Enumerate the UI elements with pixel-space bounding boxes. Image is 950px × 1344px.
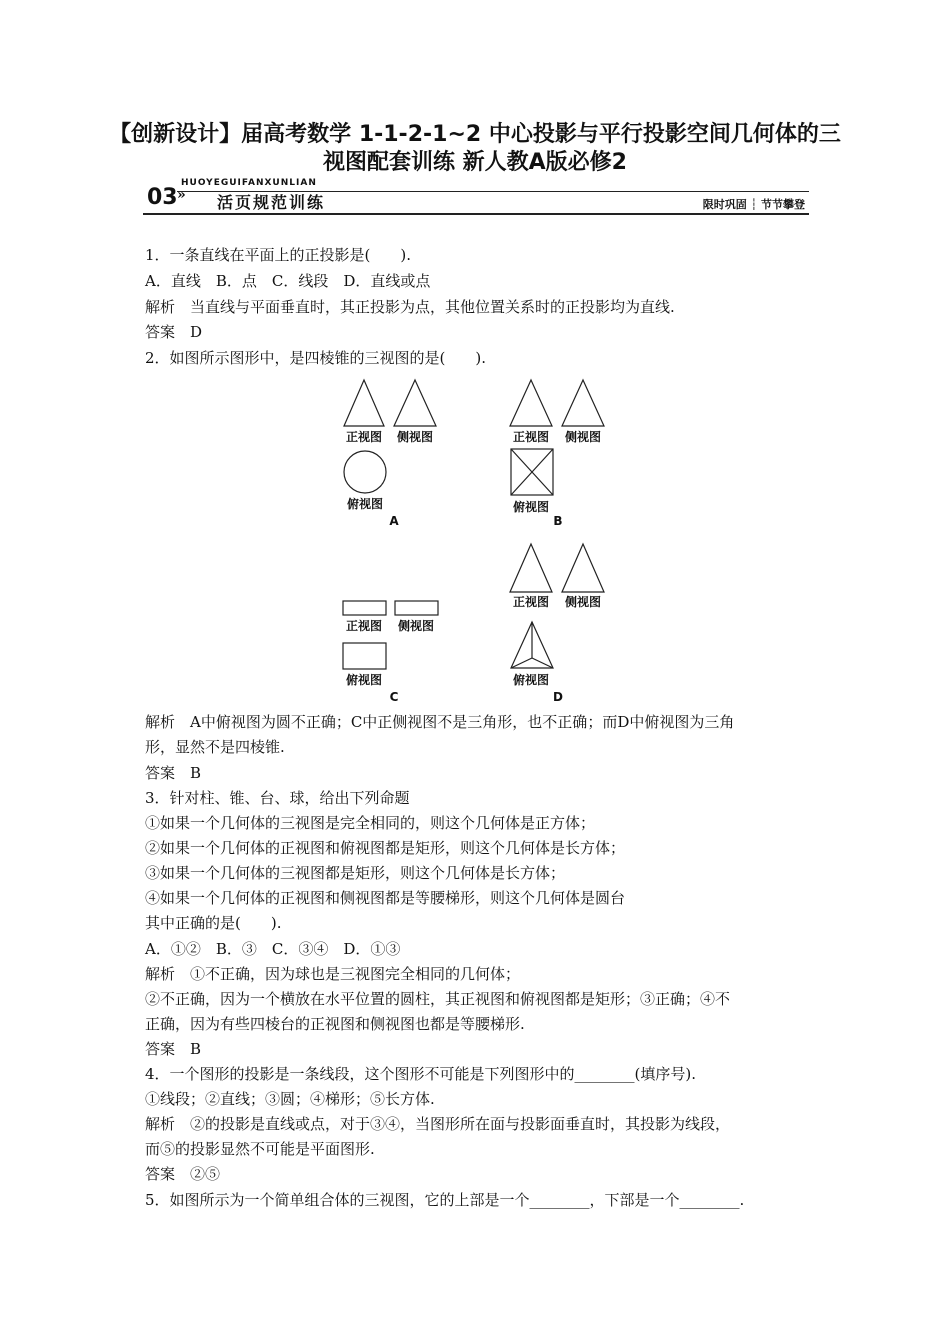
figure-a-front-label: 正视图 (345, 430, 383, 444)
question-1-answer: 答案 D (145, 323, 203, 341)
question-4-items: ①线段；②直线；③圆；④梯形；⑤长方体. (145, 1090, 435, 1108)
figure-c-side-label: 侧视图 (397, 619, 435, 633)
figure-a-side-label: 侧视图 (396, 430, 434, 444)
question-2-analysis: 解析 A中俯视图为圆不正确；C中正侧视图不是三角形，也不正确；而D中俯视图为三角 (145, 713, 735, 731)
question-3-item-3: ③如果一个几何体的三视图都是矩形，则这个几何体是长方体； (145, 864, 566, 882)
figure-d-top-label: 俯视图 (512, 673, 550, 687)
figure-b-option: B (553, 514, 563, 528)
figure-b-top-label: 俯视图 (512, 500, 550, 514)
question-5: 5．如图所示为一个简单组合体的三视图，它的上部是一个________，下部是一个________. (145, 1191, 745, 1209)
banner-name: 活页规范训练 (217, 193, 326, 212)
figure-a-front-triangle (344, 380, 384, 426)
figure-d-front-label: 正视图 (512, 595, 550, 609)
section-banner (143, 178, 809, 216)
question-1-options: A．直线 B．点 C．线段 D．直线或点 (145, 272, 431, 290)
figure-d-side-triangle (562, 544, 604, 592)
figure-c-front-rect (343, 601, 386, 615)
question-1-analysis: 解析 当直线与平面垂直时，其正投影为点，其他位置关系时的正投影均为直线. (145, 298, 675, 316)
figure-c-front-label: 正视图 (345, 619, 383, 633)
question-4: 4．一个图形的投影是一条线段，这个图形不可能是下列图形中的________(填序号). (145, 1065, 697, 1083)
question-1: 1．一条直线在平面上的正投影是( ). (145, 246, 412, 264)
question-2-answer: 答案 B (145, 764, 202, 782)
figure-d-option: D (553, 690, 563, 704)
figure-a-option: A (389, 514, 399, 528)
banner-pinyin: HUOYEGUIFANXUNLIAN (181, 178, 317, 188)
banner-right-text: 限时巩固 ┆ 节节攀登 (702, 198, 805, 211)
figure-a-side-triangle (394, 380, 436, 426)
figure-b-side-triangle (562, 380, 604, 426)
banner-number: 03 (147, 185, 178, 210)
question-2: 2．如图所示图形中，是四棱锥的三视图的是( ). (145, 349, 487, 367)
question-3-item-4: ④如果一个几何体的正视图和侧视图都是等腰梯形，则这个几何体是圆台 (145, 889, 626, 907)
figure-c-option: C (389, 690, 399, 704)
question-3-prompt: 其中正确的是( ). (145, 914, 282, 932)
three-view-figure (330, 372, 630, 707)
question-4-analysis-cont: 而⑤的投影显然不可能是平面图形. (145, 1140, 375, 1158)
banner-underline (143, 213, 809, 215)
question-3-answer: 答案 B (145, 1040, 202, 1058)
question-4-analysis: 解析 ②的投影是直线或点，对于③④，当图形所在面与投影面垂直时，其投影为线段， (145, 1115, 731, 1133)
figure-b-side-label: 侧视图 (564, 430, 602, 444)
question-3-analysis-cont: ②不正确，因为一个横放在水平位置的圆柱，其正视图和俯视图都是矩形；③正确；④不 (145, 990, 731, 1008)
figure-b-front-triangle (510, 380, 552, 426)
figure-c-top-label: 俯视图 (345, 673, 383, 687)
question-3-item-1: ①如果一个几何体的三视图是完全相同的，则这个几何体是正方体； (145, 814, 596, 832)
document-title: 【创新设计】届高考数学 1-1-2-1~2 中心投影与平行投影空间几何体的三视图配套训练 新人教A版必修2 (109, 122, 841, 175)
figure-a-top-circle (344, 451, 386, 493)
question-3-analysis-cont2: 正确，因为有些四棱台的正视图和侧视图也都是等腰梯形. (145, 1015, 525, 1033)
question-3-options: A．①② B．③ C．③④ D．①③ (145, 940, 401, 958)
question-2-analysis-cont: 形，显然不是四棱锥. (145, 738, 285, 756)
banner-arrow-icon: » (177, 187, 186, 203)
figure-c-side-rect (395, 601, 438, 615)
figure-a-top-label: 俯视图 (346, 497, 384, 511)
figure-d-side-label: 侧视图 (564, 595, 602, 609)
figure-b-front-label: 正视图 (512, 430, 550, 444)
question-3-item-2: ②如果一个几何体的正视图和俯视图都是矩形，则这个几何体是长方体； (145, 839, 626, 857)
figure-d-front-triangle (510, 544, 552, 592)
question-4-answer: 答案 ②⑤ (145, 1165, 221, 1183)
question-3-analysis: 解析 ①不正确，因为球也是三视图完全相同的几何体； (145, 965, 521, 983)
figure-c-top-rect (343, 643, 386, 669)
question-3: 3．针对柱、锥、台、球，给出下列命题 (145, 789, 410, 807)
